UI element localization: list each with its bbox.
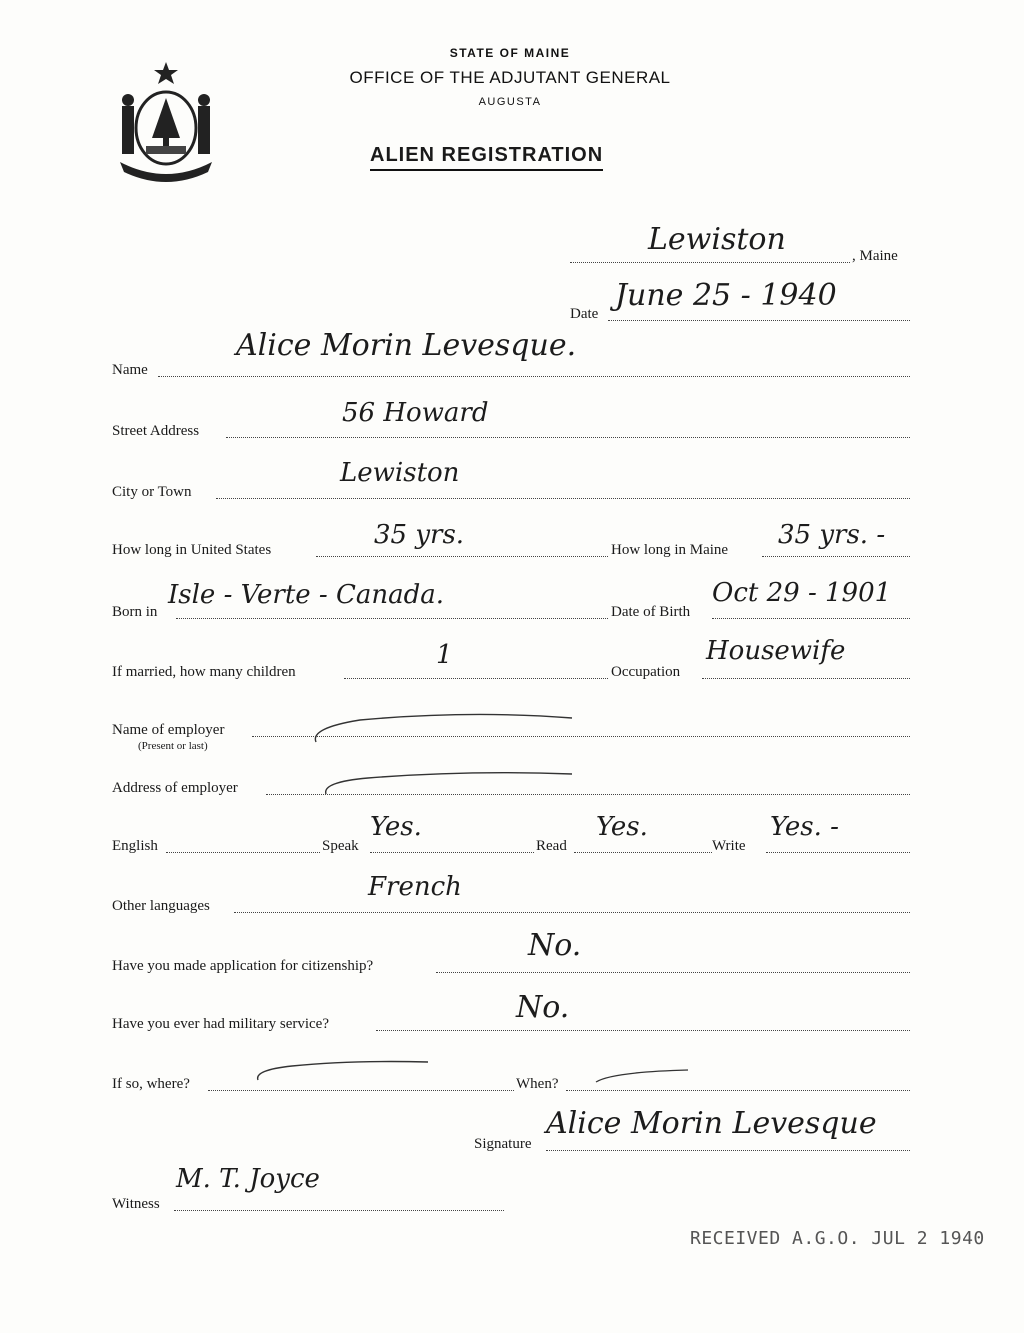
- read-value: Yes.: [596, 812, 648, 842]
- english-line: [166, 852, 320, 853]
- where-line: [208, 1090, 514, 1091]
- employer-sublabel: (Present or last): [138, 740, 208, 752]
- children-line: [344, 678, 608, 679]
- born-line: [176, 618, 608, 619]
- where-label: If so, where?: [112, 1076, 190, 1092]
- military-label: Have you ever had military service?: [112, 1016, 329, 1032]
- when-label: When?: [516, 1076, 559, 1092]
- city-label: City or Town: [112, 484, 192, 500]
- city-value: Lewiston: [340, 458, 460, 488]
- write-line: [766, 852, 910, 853]
- speak-label: Speak: [322, 838, 359, 854]
- date-line: [608, 320, 910, 321]
- when-line: [566, 1090, 910, 1091]
- employer-label: Name of employer: [112, 722, 225, 738]
- name-label: Name: [112, 362, 148, 378]
- born-value: Isle - Verte - Canada.: [168, 580, 445, 610]
- witness-label: Witness: [112, 1196, 160, 1212]
- signature-line: [546, 1150, 910, 1151]
- received-stamp: RECEIVED A.G.O. JUL 2 1940: [690, 1228, 985, 1249]
- signature-label: Signature: [474, 1136, 532, 1152]
- date-label: Date: [570, 306, 599, 322]
- write-value: Yes. -: [770, 812, 839, 842]
- speak-line: [370, 852, 534, 853]
- witness-line: [174, 1210, 504, 1211]
- children-label: If married, how many children: [112, 664, 296, 680]
- signature-value: Alice Morin Levesque: [546, 1106, 877, 1141]
- place-value: Lewiston: [648, 222, 786, 257]
- street-line: [226, 437, 910, 438]
- street-value: 56 Howard: [342, 398, 489, 428]
- write-label: Write: [712, 838, 746, 854]
- us-long-label: How long in United States: [112, 542, 272, 558]
- dob-value: Oct 29 - 1901: [712, 578, 892, 608]
- office-heading: OFFICE OF THE ADJUTANT GENERAL: [349, 68, 671, 87]
- children-value: 1: [436, 640, 453, 670]
- english-label: English: [112, 838, 158, 854]
- maine-state-seal-icon: [112, 58, 220, 186]
- where-dash-stroke: [252, 1058, 432, 1084]
- occupation-label: Occupation: [611, 664, 681, 680]
- military-line: [376, 1030, 910, 1031]
- citizenship-line: [436, 972, 910, 973]
- us-long-value: 35 yrs.: [374, 520, 465, 550]
- born-label: Born in: [112, 604, 158, 620]
- dob-line: [712, 618, 910, 619]
- other-languages-line: [234, 912, 910, 913]
- read-label: Read: [536, 838, 567, 854]
- employer-dash-stroke: [300, 708, 580, 748]
- us-long-line: [316, 556, 608, 557]
- me-long-line: [762, 556, 910, 557]
- witness-value: M. T. Joyce: [176, 1164, 320, 1194]
- me-long-label: How long in Maine: [611, 542, 729, 558]
- street-label: Street Address: [112, 423, 200, 439]
- occupation-line: [702, 678, 910, 679]
- dob-label: Date of Birth: [611, 604, 691, 620]
- when-dash-stroke: [592, 1064, 692, 1086]
- employer-address-label: Address of employer: [112, 780, 238, 796]
- city-line: [216, 498, 910, 499]
- place-line: [570, 262, 850, 263]
- maine-label: , Maine: [852, 248, 898, 264]
- employer-address-dash-stroke: [318, 768, 578, 798]
- occupation-value: Housewife: [706, 636, 846, 666]
- city-heading: AUGUSTA: [478, 96, 542, 108]
- citizenship-label: Have you made application for citizenship?: [112, 958, 374, 974]
- other-languages-value: French: [368, 872, 462, 902]
- read-line: [574, 852, 712, 853]
- date-value: June 25 - 1940: [615, 278, 837, 313]
- citizenship-value: No.: [528, 928, 582, 963]
- name-value: Alice Morin Levesque.: [236, 328, 577, 363]
- other-languages-label: Other languages: [112, 898, 210, 914]
- military-value: No.: [516, 990, 570, 1025]
- me-long-value: 35 yrs. -: [778, 520, 886, 550]
- state-heading: STATE OF MAINE: [449, 46, 571, 60]
- speak-value: Yes.: [370, 812, 422, 842]
- name-line: [158, 376, 910, 377]
- form-title: ALIEN REGISTRATION: [370, 144, 603, 171]
